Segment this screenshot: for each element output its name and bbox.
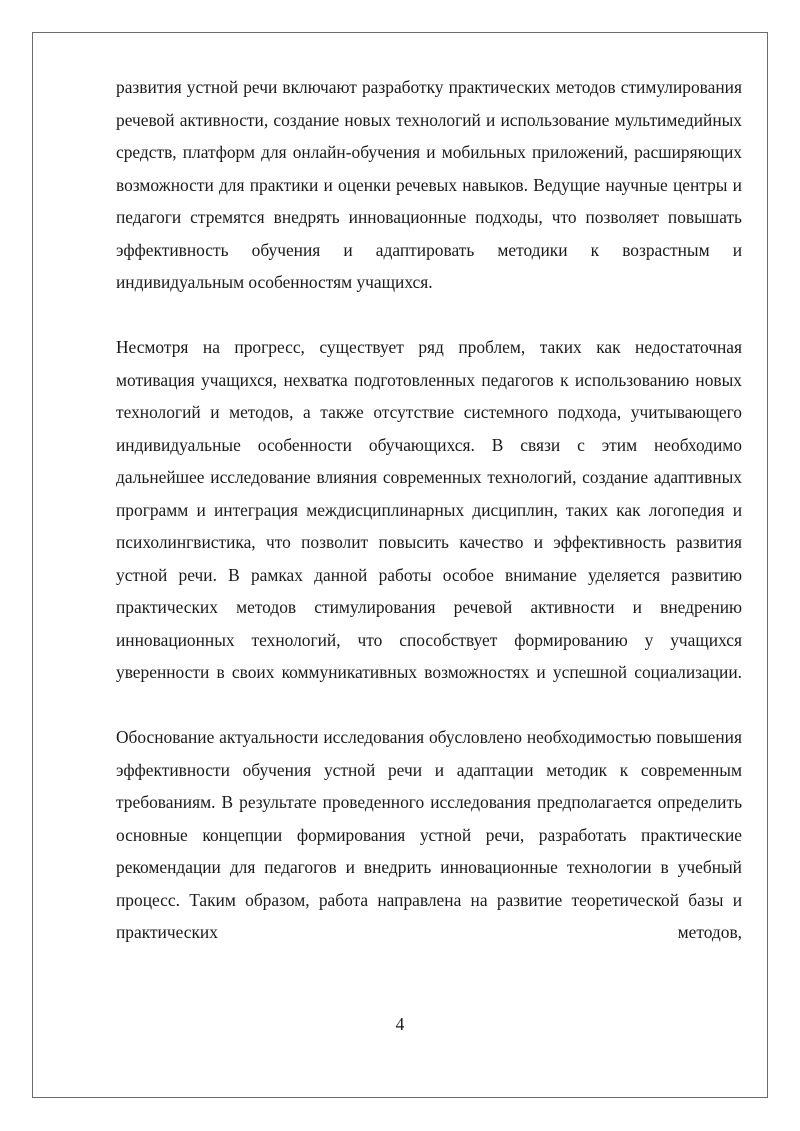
page-number: 4 [395,1014,405,1034]
paragraph: Несмотря на прогресс, существует ряд проблем, таких как недостаточная мотивация учащихся, нехватка подготовленных педагогов к использованию новых технологий и методов, а также отсутствие системного подхода, учитывающего индивидуальные особенности обучающихся. В связи с этим необходимо дальнейшее исследование влияния современных технологий, создание адаптивных программ и интеграция междисциплинарных дисциплин, таких как логопедия и психолингвистика, что позволит повысить качество и эффективность развития устной речи. В рамках данной работы особое внимание уделяется развитию практических методов стимулирования речевой активности и внедрению инновационных технологий, что способствует формированию у учащихся уверенности в своих коммуникативных возможностях и успешной социализации. [116,337,742,682]
document-body [116,71,742,949]
paragraph: Обоснование актуальности исследования обусловлено необходимостью повышения эффективности обучения устной речи и адаптации методик к современным требованиям. В результате проведенного исследования предполагается определить основные концепции формирования устной речи, разработать практические рекомендации для педагогов и внедрить инновационные технологии в учебный процесс. Таким образом, работа направлена на развитие теоретической базы и практических методов, [116,727,742,942]
paragraph: развития устной речи включают разработку практических методов стимулирования речевой активности, создание новых технологий и использование мультимедийных средств, платформ для онлайн-обучения и мобильных приложений, расширяющих возможности для практики и оценки речевых навыков. Ведущие научные центры и педагоги стремятся внедрять инновационные подходы, что позволяет повышать эффективность обучения и адаптировать методики к возрастным и индивидуальным особенностям учащихся. [116,77,742,292]
paragraph-spacer [116,299,742,332]
paragraph-spacer [116,689,742,722]
